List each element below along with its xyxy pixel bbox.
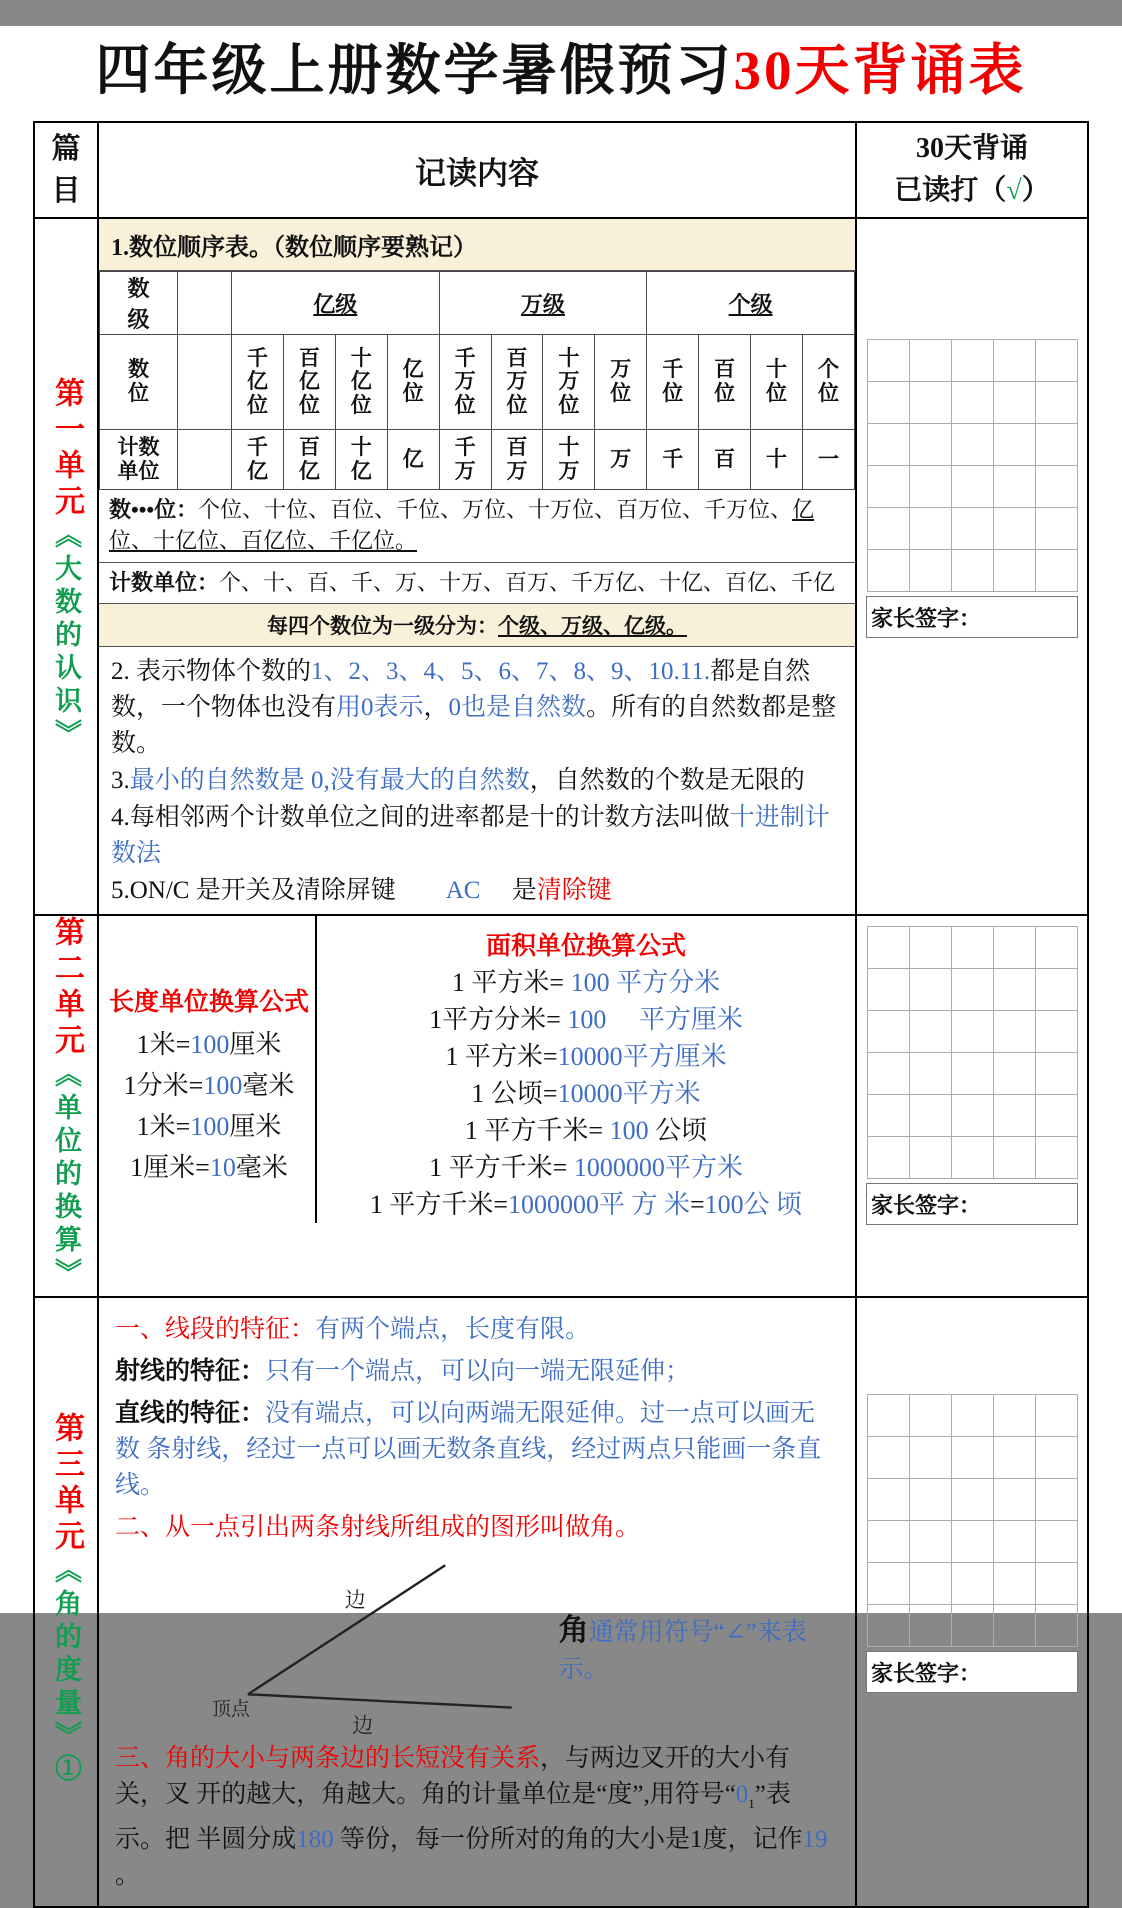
note-item: 2. 表示物体个数的1、2、3、4、5、6、7、8、9、10.11.都是自然数，一个物体也没有用0表示，0也是自然数。所有的自然数都是整数。	[111, 658, 837, 758]
check-cell[interactable]	[910, 1521, 952, 1563]
check-cell[interactable]	[868, 927, 910, 969]
pv-digit-row-label: 数 位	[100, 335, 178, 430]
main-table	[33, 121, 1089, 1908]
pv-unit-row	[100, 430, 855, 490]
check-cell[interactable]	[868, 424, 910, 466]
segment-feature: 一、线段的特征：有两个端点，长度有限。	[115, 1316, 591, 1344]
unit1-title	[44, 377, 88, 752]
check-cell[interactable]	[1036, 1563, 1078, 1605]
unit1-label-cell	[34, 218, 98, 915]
signature-label: 家长签字：	[871, 1192, 982, 1218]
pv-unit-cell: 千 万	[439, 430, 491, 490]
check-cell[interactable]	[994, 550, 1036, 592]
pv-unit-cell: 百 亿	[283, 430, 335, 490]
title-red: 30天背诵表	[733, 40, 1027, 101]
check-cell[interactable]	[1036, 1011, 1078, 1053]
check-cell[interactable]	[994, 1479, 1036, 1521]
unit2-title	[44, 916, 88, 1291]
edge-bottom-label: 边	[352, 1713, 374, 1738]
unit2-row	[34, 915, 1088, 1297]
angle-diagram	[210, 1552, 533, 1737]
check-cell[interactable]	[868, 969, 910, 1011]
check-cell[interactable]	[868, 508, 910, 550]
column-header-check	[856, 122, 1088, 218]
signature-label: 家长签字：	[871, 1660, 982, 1686]
check-cell[interactable]	[910, 969, 952, 1011]
pv-unit-row-label: 计数 单位	[100, 430, 178, 490]
check-cell[interactable]	[1036, 466, 1078, 508]
unit1-content-cell	[98, 218, 856, 915]
check-cell[interactable]	[952, 1395, 994, 1437]
pv-level-row	[100, 272, 855, 335]
pv-blank-cell	[178, 335, 232, 430]
check-cell[interactable]	[994, 466, 1036, 508]
check-cell[interactable]	[868, 1095, 910, 1137]
check-cell[interactable]	[952, 508, 994, 550]
check-cell[interactable]	[910, 927, 952, 969]
pv-digit-cell: 百 万 位	[491, 335, 543, 430]
note-item: 3.最小的自然数是 0,没有最大的自然数，自然数的个数是无限的	[111, 767, 805, 795]
pv-group-yi: 亿级	[232, 272, 440, 335]
check-cell[interactable]	[994, 1605, 1036, 1647]
unit2-label-cell	[34, 915, 98, 1297]
check-cell[interactable]	[910, 1137, 952, 1179]
check-cell[interactable]	[994, 1053, 1036, 1095]
angle-size-rule: 三、角的大小与两条边的长短没有关系，与两边叉开的大小有关，叉 开的越大，角越大。角的计量单位是“度”,用符号“$0_1$”表示。把 半圆分成180 等份，每一份所对的角的大小是1度，记作19 。	[115, 1745, 834, 1890]
unit2-name: 《单位的换算》	[51, 1060, 81, 1292]
column-header-content: 记读内容	[98, 122, 856, 218]
check-cell[interactable]	[994, 1563, 1036, 1605]
check-cell[interactable]	[952, 1137, 994, 1179]
pv-digit-cell: 千 万 位	[439, 335, 491, 430]
check-cell[interactable]	[868, 1605, 910, 1647]
check-cell[interactable]	[910, 340, 952, 382]
check-cell[interactable]	[910, 424, 952, 466]
check-cell[interactable]	[868, 1011, 910, 1053]
check-cell[interactable]	[910, 1095, 952, 1137]
vertex-label: 顶点	[211, 1699, 250, 1721]
check-cell[interactable]	[952, 969, 994, 1011]
check-grid-unit2	[867, 926, 1078, 1179]
check-cell[interactable]	[952, 1053, 994, 1095]
pv-digit-cell: 百 位	[699, 335, 751, 430]
check-cell[interactable]	[1036, 382, 1078, 424]
check-cell[interactable]	[994, 424, 1036, 466]
formula-line: 1 平方千米=1000000平 方 米=100公 顷	[369, 1190, 803, 1220]
check-cell[interactable]	[868, 466, 910, 508]
check-cell[interactable]	[994, 340, 1036, 382]
pv-unit-cell: 十 万	[543, 430, 595, 490]
formula-line: 1分米=100毫米	[123, 1071, 295, 1101]
check-cell[interactable]	[910, 382, 952, 424]
check-cell[interactable]	[952, 1605, 994, 1647]
pv-digit-cell: 十 万 位	[543, 335, 595, 430]
check-cell[interactable]	[868, 1479, 910, 1521]
pv-digit-cell: 十 亿 位	[335, 335, 387, 430]
check-cell[interactable]	[952, 1011, 994, 1053]
check-cell[interactable]	[952, 550, 994, 592]
page	[0, 26, 1122, 1890]
formula-line: 1 平方千米= 1000000平方米	[429, 1153, 743, 1183]
length-formulas	[99, 916, 317, 1223]
unit3-content-cell	[98, 1297, 856, 1907]
note-item: 5.ON/C 是开关及清除屏键 AC 是清除键	[111, 877, 612, 905]
pv-blank-cell	[178, 430, 232, 490]
edge-top-label: 边	[344, 1588, 366, 1613]
digit-names-line: 数•••位：个位、十位、百位、千位、万位、十万位、百万位、千万位、亿位、十亿位、百亿位、千亿位。	[99, 490, 855, 563]
unit3-title	[44, 1412, 88, 1787]
check-cell[interactable]	[952, 927, 994, 969]
check-cell[interactable]	[994, 969, 1036, 1011]
angle-symbol-caption: 角通常用符号“∠”来表示。	[558, 1613, 807, 1683]
check-grid-unit1	[867, 339, 1078, 592]
check-cell[interactable]	[1036, 969, 1078, 1011]
column-header-check-text: 30天背诵 已读打（√）	[894, 133, 1050, 206]
page-title	[0, 26, 1122, 105]
formula-line: 1米=100厘米	[136, 1112, 282, 1142]
check-cell[interactable]	[910, 1563, 952, 1605]
check-cell[interactable]	[910, 508, 952, 550]
pv-unit-cell: 一	[802, 430, 854, 490]
pv-digit-cell: 千 位	[647, 335, 699, 430]
pv-unit-cell: 千 亿	[232, 430, 284, 490]
check-cell[interactable]	[868, 340, 910, 382]
check-cell[interactable]	[910, 1605, 952, 1647]
unit2-content-cell	[98, 915, 856, 1297]
pv-digit-cell: 千 亿 位	[232, 335, 284, 430]
unit3-row	[34, 1297, 1088, 1907]
signature-box-unit1[interactable]	[866, 596, 1078, 638]
formula-line: 1平方分米= 100 平方厘米	[429, 1005, 743, 1035]
check-cell[interactable]	[910, 466, 952, 508]
header-row	[34, 122, 1088, 218]
pv-unit-cell: 十	[751, 430, 803, 490]
angle-definition: 二、从一点引出两条射线所组成的图形叫做角。	[115, 1514, 641, 1542]
check-cell[interactable]	[1036, 1053, 1078, 1095]
formula-line: 1 平方米= 100 平方分米	[451, 968, 721, 998]
pv-group-wan: 万级	[439, 272, 647, 335]
check-cell[interactable]	[868, 1563, 910, 1605]
check-cell[interactable]	[868, 1395, 910, 1437]
pv-unit-cell: 亿	[387, 430, 439, 490]
check-cell[interactable]	[994, 1095, 1036, 1137]
pv-digit-cell: 百 亿 位	[283, 335, 335, 430]
pv-unit-cell: 千	[647, 430, 699, 490]
check-cell[interactable]	[910, 1053, 952, 1095]
check-cell[interactable]	[1036, 1137, 1078, 1179]
level-rule-line: 每四个数位为一级分为：个级、万级、亿级。	[99, 604, 855, 647]
unit2-number: 第二单元	[50, 916, 83, 1061]
check-cell[interactable]	[910, 1011, 952, 1053]
check-cell[interactable]	[1036, 550, 1078, 592]
area-formulas-title: 面积单位换算公式	[485, 933, 686, 961]
check-cell[interactable]	[1036, 1479, 1078, 1521]
pv-blank-cell	[178, 272, 232, 335]
check-cell[interactable]	[1036, 1521, 1078, 1563]
unit3-name: 《角的度量》①	[51, 1556, 81, 1788]
check-cell[interactable]	[1036, 1605, 1078, 1647]
signature-box-unit2[interactable]	[866, 1183, 1078, 1225]
check-cell[interactable]	[1036, 424, 1078, 466]
note-item: 4.每相邻两个计数单位之间的进率都是十的计数方法叫做十进制计数法	[111, 804, 830, 868]
pv-unit-cell: 十 亿	[335, 430, 387, 490]
check-cell[interactable]	[994, 1395, 1036, 1437]
pv-digit-cell: 亿 位	[387, 335, 439, 430]
check-cell[interactable]	[910, 1395, 952, 1437]
unit1-notes	[99, 647, 855, 914]
pv-corner-cell: 数 级	[100, 272, 178, 335]
pv-digit-cell: 十 位	[751, 335, 803, 430]
check-cell[interactable]	[1036, 1395, 1078, 1437]
signature-label: 家长签字：	[871, 605, 982, 631]
unit2-check-cell	[856, 915, 1088, 1297]
unit3-label-cell	[34, 1297, 98, 1907]
signature-box-unit3[interactable]	[866, 1651, 1078, 1693]
pv-digit-cell: 个 位	[802, 335, 854, 430]
unit3-number: 第三单元	[50, 1412, 83, 1557]
check-cell[interactable]	[994, 1137, 1036, 1179]
angle-figure	[210, 1552, 839, 1737]
check-cell[interactable]	[994, 382, 1036, 424]
check-cell[interactable]	[952, 1095, 994, 1137]
formula-line: 1米=100厘米	[136, 1030, 282, 1060]
formula-line: 1 平方米=10000平方厘米	[445, 1042, 727, 1072]
place-value-heading: 1.数位顺序表。（数位顺序要熟记）	[99, 219, 855, 271]
check-cell[interactable]	[952, 1437, 994, 1479]
unit3-check-cell	[856, 1297, 1088, 1907]
place-value-table	[99, 271, 855, 490]
pv-group-ge: 个级	[647, 272, 855, 335]
check-cell[interactable]	[1036, 1095, 1078, 1137]
check-cell[interactable]	[952, 382, 994, 424]
title-black: 四年级上册数学暑假预习	[95, 40, 734, 101]
unit1-row	[34, 218, 1088, 915]
unit1-check-cell	[856, 218, 1088, 915]
check-cell[interactable]	[1036, 508, 1078, 550]
check-cell[interactable]	[952, 340, 994, 382]
check-cell[interactable]	[868, 1521, 910, 1563]
check-cell[interactable]	[1036, 340, 1078, 382]
check-cell[interactable]	[868, 1437, 910, 1479]
pv-digit-cell: 万 位	[595, 335, 647, 430]
check-cell[interactable]	[1036, 1437, 1078, 1479]
check-grid-unit3	[867, 1394, 1078, 1647]
formula-line: 1 公顷=10000平方米	[471, 1079, 701, 1109]
check-cell[interactable]	[868, 382, 910, 424]
unit1-number: 第一单元	[50, 376, 83, 521]
check-cell[interactable]	[994, 1011, 1036, 1053]
check-cell[interactable]	[994, 1437, 1036, 1479]
column-header-section: 篇 目	[34, 122, 98, 218]
pv-unit-cell: 百 万	[491, 430, 543, 490]
check-cell[interactable]	[910, 550, 952, 592]
check-cell[interactable]	[952, 466, 994, 508]
check-cell[interactable]	[994, 508, 1036, 550]
unit-names-line: 计数单位：个、十、百、千、万、十万、百万、千万亿、十亿、百亿、千亿	[99, 563, 855, 605]
check-cell[interactable]	[994, 1521, 1036, 1563]
area-formulas	[317, 916, 855, 1223]
check-cell[interactable]	[952, 1479, 994, 1521]
check-cell[interactable]	[994, 927, 1036, 969]
pv-unit-cell: 万	[595, 430, 647, 490]
check-cell[interactable]	[910, 1479, 952, 1521]
ray-feature: 射线的特征：只有一个端点，可以向一端无限延伸；	[115, 1358, 691, 1386]
check-cell[interactable]	[1036, 927, 1078, 969]
check-cell[interactable]	[868, 1053, 910, 1095]
check-cell[interactable]	[952, 1563, 994, 1605]
check-cell[interactable]	[910, 1437, 952, 1479]
pv-digit-row	[100, 335, 855, 430]
formula-line: 1厘米=10毫米	[130, 1153, 288, 1183]
check-cell[interactable]	[868, 1137, 910, 1179]
length-formulas-title: 长度单位换算公式	[109, 989, 310, 1017]
formula-line: 1 平方千米= 100 公顷	[464, 1116, 708, 1146]
line-feature: 直线的特征：没有端点，可以向两端无限延伸。过一点可以画无数 条射线，经过一点可以画无数条直线，经过两点只能画一条直线。	[115, 1400, 822, 1500]
pv-unit-cell: 百	[699, 430, 751, 490]
check-cell[interactable]	[868, 550, 910, 592]
unit1-name: 《大数的认识》	[51, 520, 81, 752]
check-cell[interactable]	[952, 1521, 994, 1563]
check-cell[interactable]	[952, 424, 994, 466]
